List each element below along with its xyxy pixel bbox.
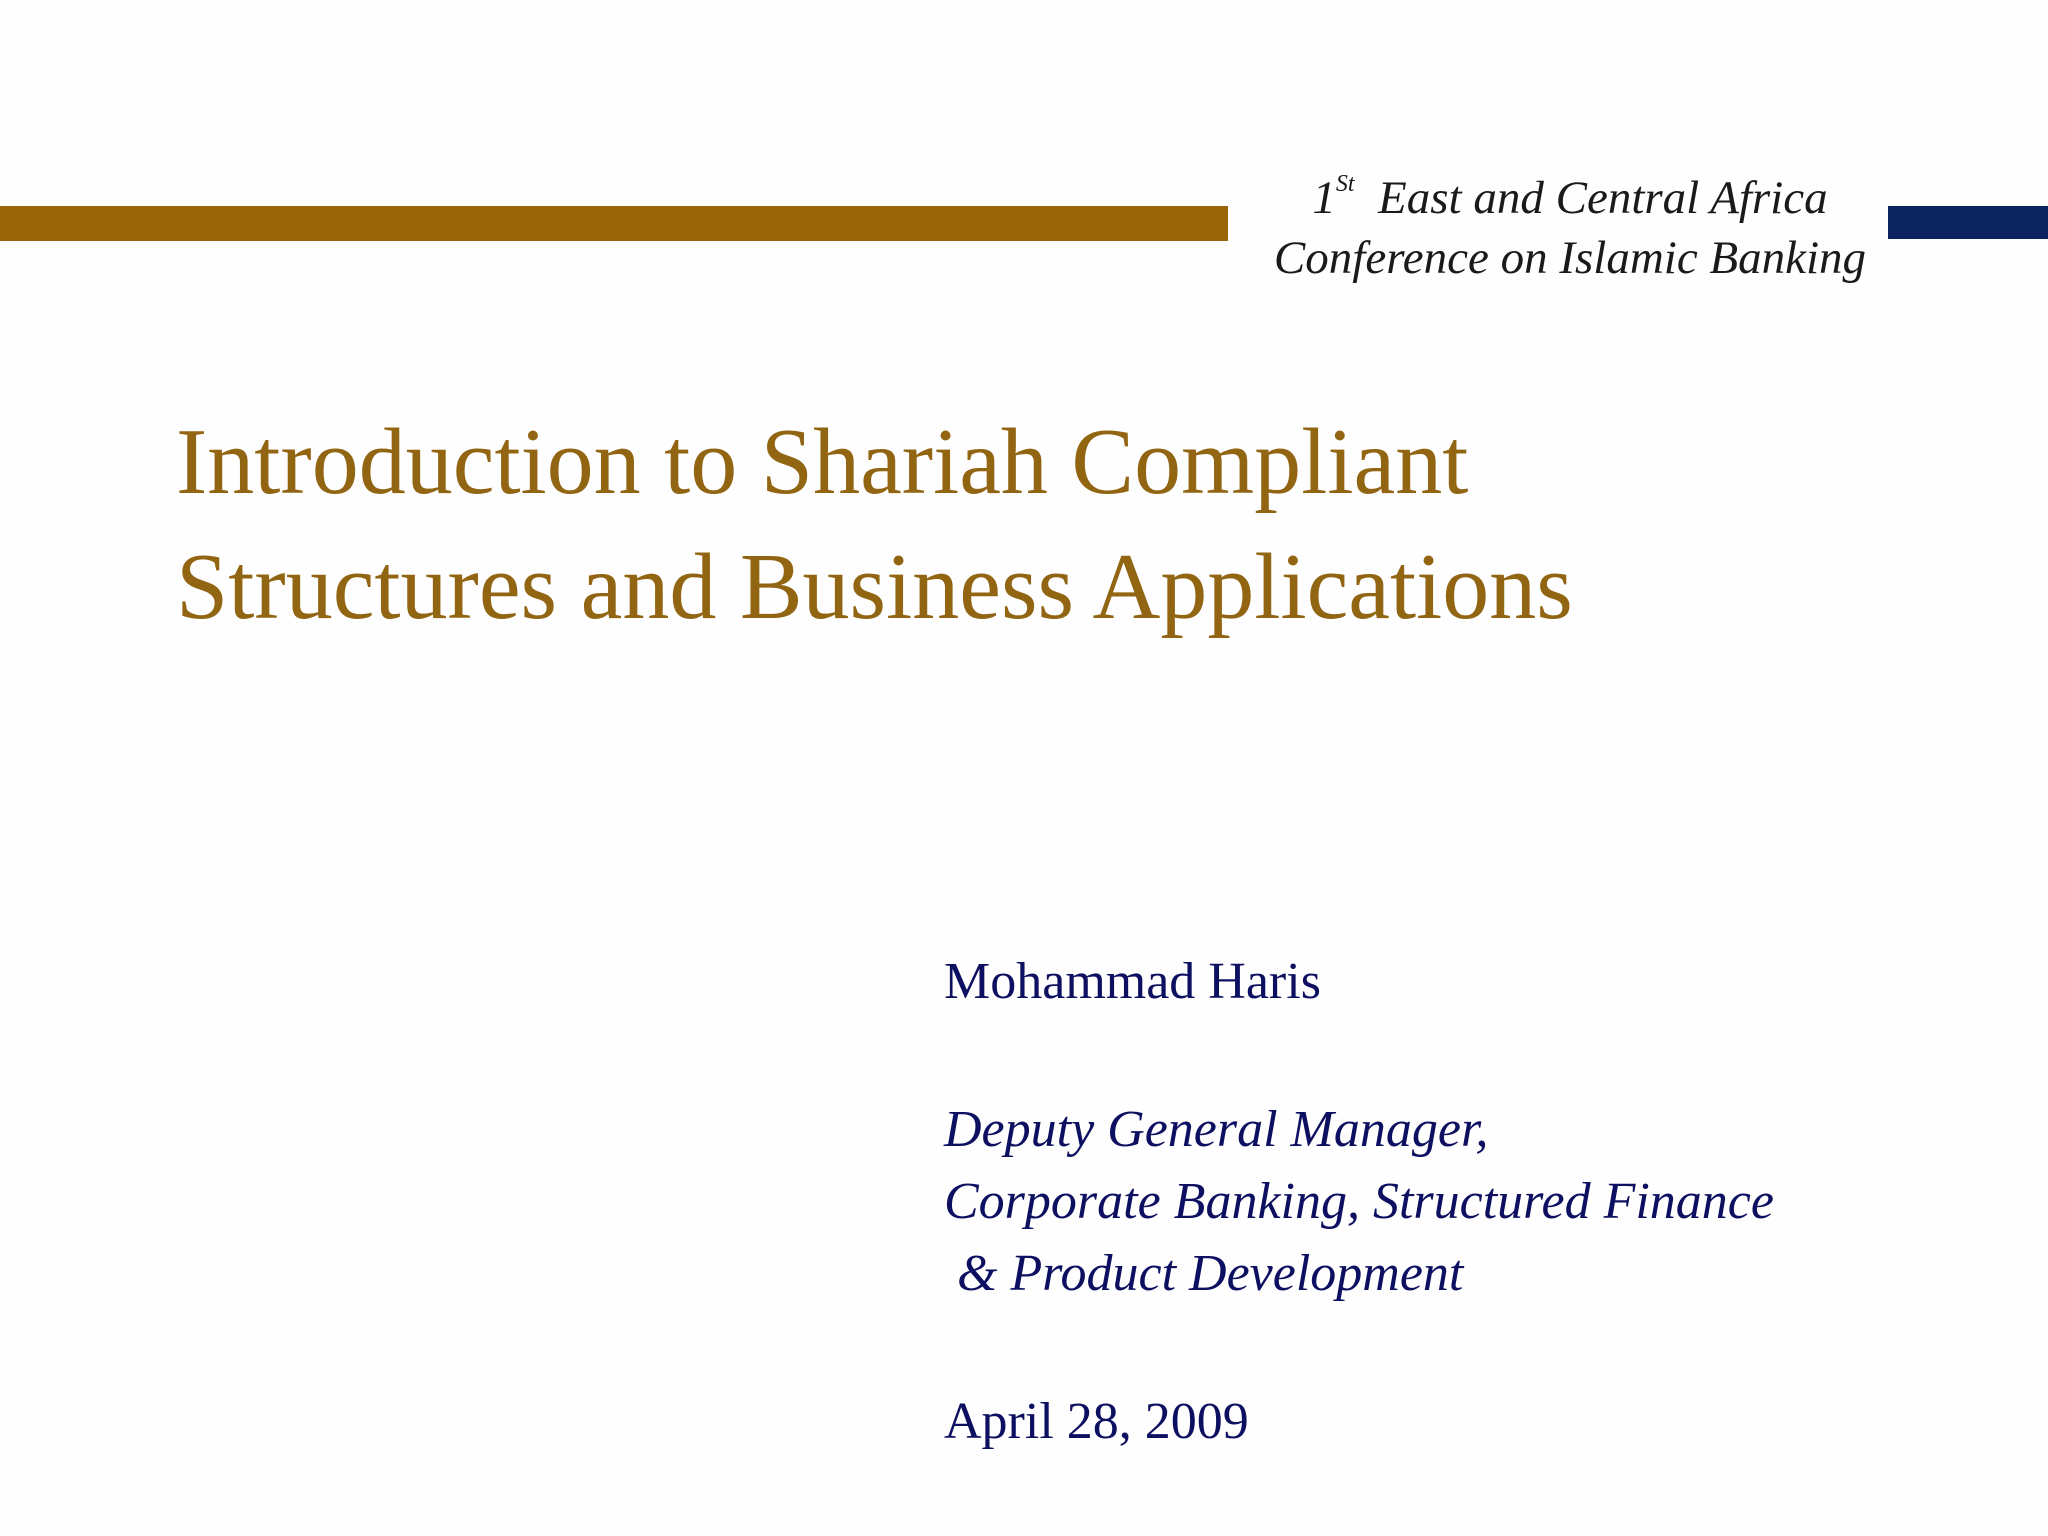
conference-ordinal-suffix: St: [1335, 171, 1355, 197]
presenter-role-line-1: Deputy General Manager,: [944, 1101, 1489, 1158]
conference-number: 1: [1312, 172, 1336, 224]
conference-line-1: [1240, 168, 1900, 228]
slide-title: [176, 400, 1976, 650]
presenter-role-line-2: Corporate Banking, Structured Finance: [944, 1173, 1774, 1230]
navy-header-bar: [1888, 206, 2048, 239]
slide-title-line-1: Introduction to Shariah Compliant: [176, 410, 1469, 514]
presenter-role-line-3-text: & Product Development: [957, 1245, 1464, 1302]
presenter-role: [944, 1094, 1994, 1310]
presentation-date: April 28, 2009: [944, 1393, 1249, 1450]
presenter-role-line-3: [944, 1238, 1994, 1310]
conference-line-2: Conference on Islamic Banking: [1273, 232, 1867, 284]
presenter-block: [944, 950, 1994, 1454]
gold-header-bar: [0, 206, 1228, 241]
slide-title-line-2: Structures and Business Applications: [176, 535, 1573, 639]
presenter-name: Mohammad Haris: [944, 953, 1321, 1010]
conference-name: [1240, 168, 1900, 288]
conference-line-1-text: East and Central Africa: [1378, 172, 1828, 224]
